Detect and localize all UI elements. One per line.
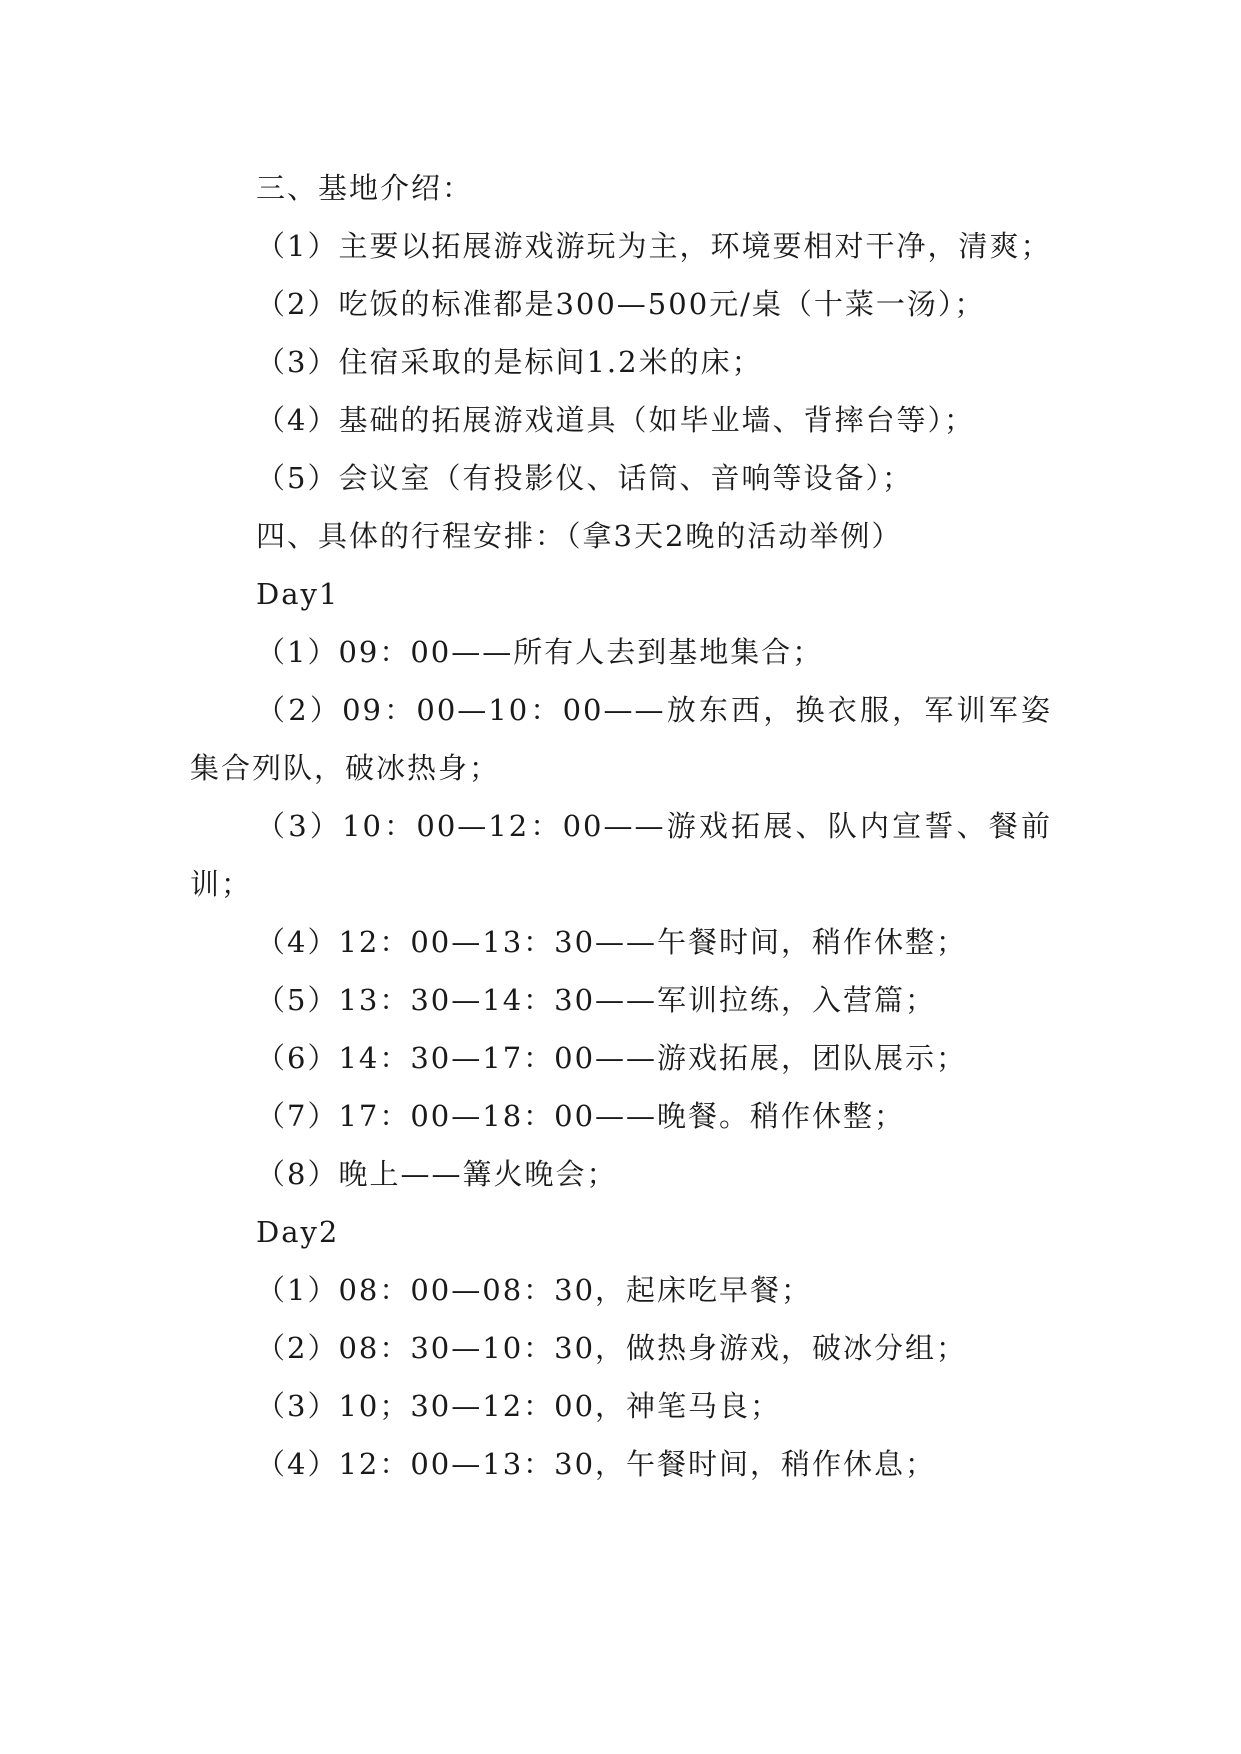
list-item: （4）基础的拓展游戏道具（如毕业墙、背摔台等）； xyxy=(256,403,975,437)
list-item: （1）主要以拓展游戏游玩为主，环境要相对干净，清爽； xyxy=(256,229,1052,263)
list-item: （2）吃饭的标准都是300—500元/桌（十菜一汤）； xyxy=(256,287,986,321)
schedule-item: （3）10；30—12：00，神笔马良； xyxy=(256,1389,782,1423)
section-heading-base-intro: 三、基地介绍： xyxy=(256,171,474,205)
schedule-item: （4）12：00—13：30，午餐时间，稍作休息； xyxy=(256,1447,937,1481)
day-heading: Day1 xyxy=(256,577,340,611)
list-item: （3）住宿采取的是标间1.2米的床； xyxy=(256,345,763,379)
schedule-item: （8）晚上——篝火晚会； xyxy=(256,1157,618,1191)
schedule-item: （2）08：30—10：30，做热身游戏，破冰分组； xyxy=(256,1331,968,1365)
schedule-item: （5）13：30—14：30——军训拉练，入营篇； xyxy=(256,983,937,1017)
schedule-item: （6）14：30—17：00——游戏拓展，团队展示； xyxy=(256,1041,968,1075)
schedule-item: （1）08：00—08：30，起床吃早餐； xyxy=(256,1273,813,1307)
document-body xyxy=(190,159,1052,1493)
schedule-item: （2）09：00—10：00——放东西，换衣服，军训军姿集合列队，破冰热身； xyxy=(190,693,1052,785)
list-item: （5）会议室（有投影仪、话筒、音响等设备）； xyxy=(256,461,913,495)
schedule-item: （1）09：00——所有人去到基地集合； xyxy=(256,635,824,669)
section-heading-itinerary: 四、具体的行程安排：（拿3天2晚的活动举例） xyxy=(256,519,903,553)
schedule-item: （3）10：00—12：00——游戏拓展、队内宣誓、餐前训； xyxy=(190,809,1052,901)
schedule-item: （7）17：00—18：00——晚餐。稍作休整； xyxy=(256,1099,906,1133)
schedule-item: （4）12：00—13：30——午餐时间，稍作休整； xyxy=(256,925,968,959)
day-heading: Day2 xyxy=(256,1215,340,1249)
